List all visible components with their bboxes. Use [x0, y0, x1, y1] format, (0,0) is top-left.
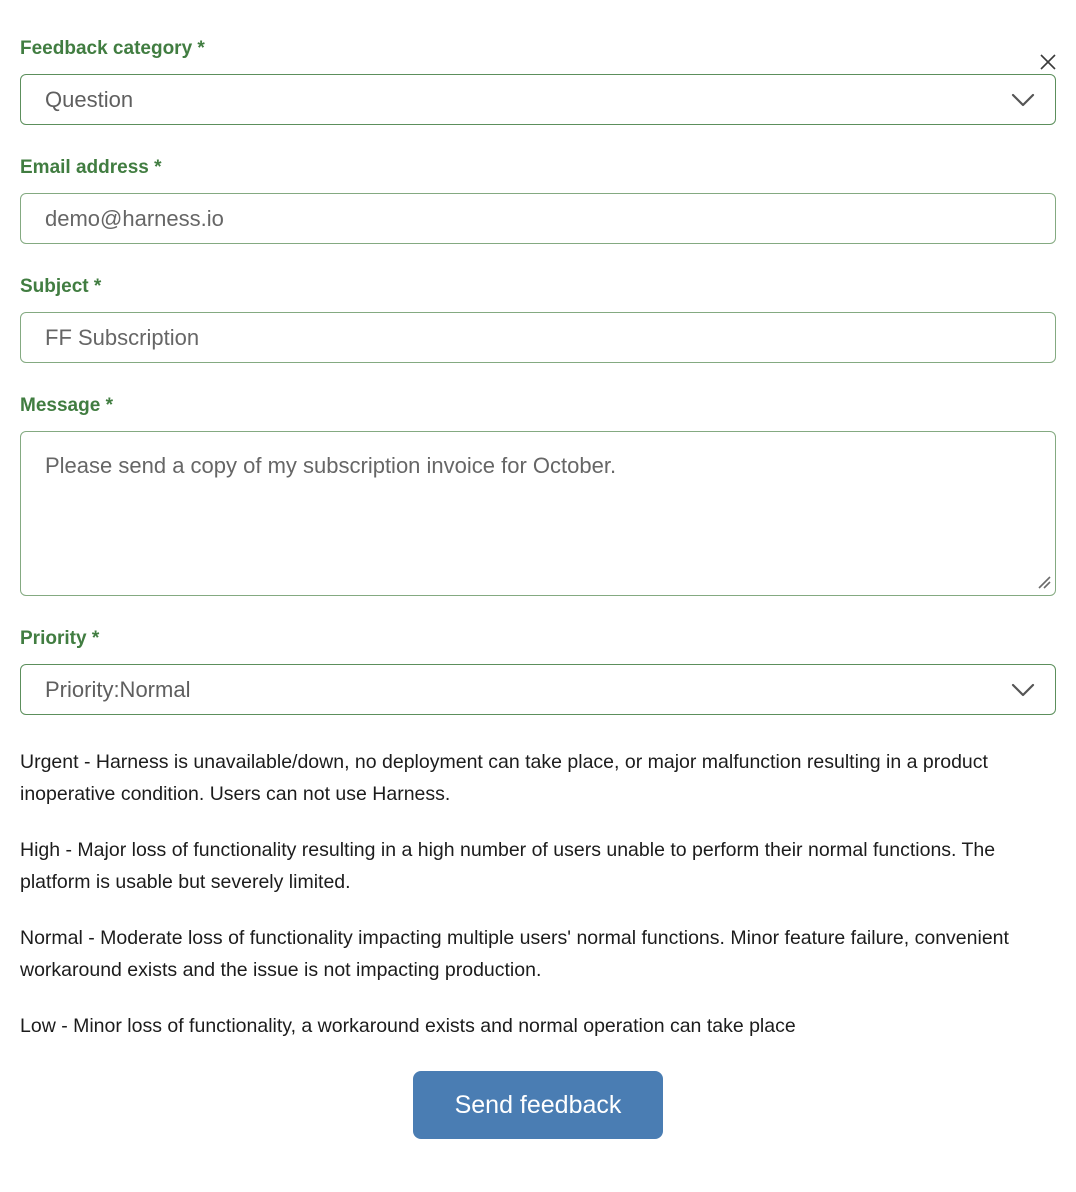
message-field[interactable] [20, 431, 1056, 596]
required-marker: * [93, 276, 102, 297]
close-icon [1038, 52, 1058, 72]
email-label [20, 157, 1056, 179]
priority-value: Priority:Normal [45, 676, 191, 702]
close-button[interactable] [1034, 48, 1062, 76]
email-field[interactable] [20, 193, 1056, 244]
priority-description-low: Low - Minor loss of functionality, a workaround exists and normal operation can take place [20, 1015, 796, 1037]
priority-select[interactable] [20, 664, 1056, 715]
resize-handle-icon[interactable] [1037, 575, 1051, 589]
required-marker: * [197, 38, 205, 59]
chevron-down-icon [1011, 683, 1035, 697]
priority-label-text: Priority [20, 628, 87, 649]
send-feedback-button[interactable]: Send feedback [413, 1071, 664, 1139]
required-marker: * [105, 395, 113, 416]
subject-label [20, 276, 1056, 298]
required-marker: * [154, 157, 162, 178]
priority-description-urgent: Urgent - Harness is unavailable/down, no deployment can take place, or major malfunction resulting in a product inoperative condition. Users can not use Harness. [20, 751, 988, 805]
priority-description-normal: Normal - Moderate loss of functionality impacting multiple users' normal functions. Minor feature failure, convenient workaround exists and the issue is not impacting production. [20, 927, 1009, 981]
feedback-dialog [0, 38, 1076, 1139]
feedback-category-label [20, 38, 1056, 60]
priority-description-high: High - Major loss of functionality resulting in a high number of users unable to perform their normal functions. The platform is usable but severely limited. [20, 839, 996, 893]
subject-label-text: Subject [20, 276, 89, 297]
chevron-down-icon [1011, 93, 1035, 107]
message-field-wrap [20, 431, 1056, 596]
message-label [20, 395, 1056, 417]
required-marker: * [91, 628, 100, 649]
feedback-category-select[interactable] [20, 74, 1056, 125]
email-label-text: Email address [20, 157, 149, 178]
feedback-category-label-text: Feedback category [20, 38, 193, 59]
subject-field[interactable] [20, 312, 1056, 363]
feedback-category-value: Question [45, 86, 134, 112]
priority-label [20, 628, 1056, 650]
message-label-text: Message [20, 395, 101, 416]
